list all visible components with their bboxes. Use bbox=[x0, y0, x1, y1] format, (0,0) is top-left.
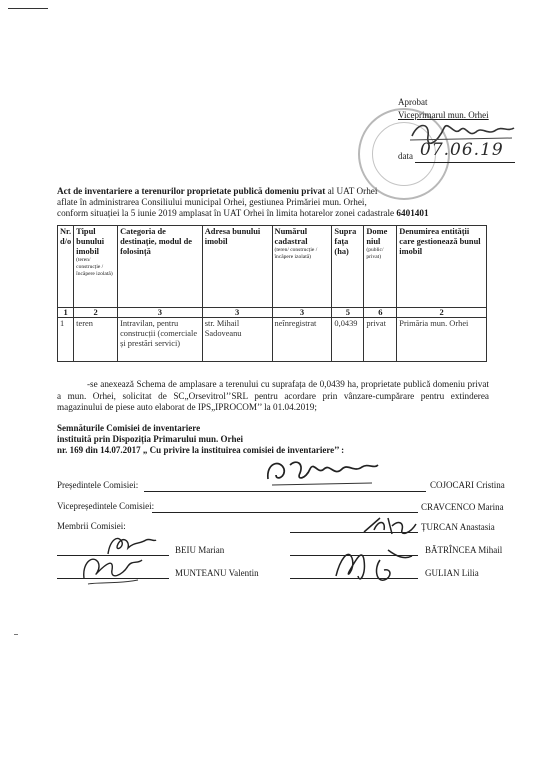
col-number: 2 bbox=[397, 308, 487, 318]
member-signature bbox=[360, 512, 420, 540]
col-number: 5 bbox=[332, 308, 364, 318]
col-number: 1 bbox=[58, 308, 74, 318]
commission-heading-1: Semnăturile Comisiei de inventariere bbox=[57, 423, 201, 433]
members-label: Membrii Comisiei: bbox=[57, 521, 126, 531]
date-label: data bbox=[398, 151, 413, 161]
cell-domain: privat bbox=[364, 318, 397, 362]
member-name: MUNTEANU Valentin bbox=[175, 568, 259, 578]
approval-date: 07.06.19 bbox=[420, 140, 504, 160]
header-area: Supra fața (ha) bbox=[332, 226, 364, 308]
member-signature bbox=[330, 540, 420, 590]
member-name: GULIAN Lilia bbox=[425, 568, 479, 578]
margin-mark bbox=[14, 634, 18, 635]
header-nr: Nr. d/o bbox=[58, 226, 74, 308]
commission-heading-3: nr. 169 din 14.07.2017 „ Cu privire la instituirea comisiei de inventariere’’ : bbox=[57, 445, 345, 455]
cell-entity: Primăria mun. Orhei bbox=[397, 318, 487, 362]
cell-category: Intravilan, pentru construcții (comerciale și prestări servici) bbox=[118, 318, 203, 362]
title-line-3: conform situației la 5 iunie 2019 amplasat în UAT Orhei în limita hotarelor zonei cadastrale bbox=[57, 208, 395, 219]
cell-cadastral: neînregistrat bbox=[272, 318, 332, 362]
vice-name: CRAVCENCO Marina bbox=[421, 502, 504, 512]
top-rule bbox=[8, 8, 48, 9]
header-cadastral: Numărul cadastral (teren/ construcție /încăpere izolată) bbox=[272, 226, 332, 308]
header-category: Categoria de destinație, modul de folosință bbox=[118, 226, 203, 308]
vice-label: Vicepreședintele Comisiei: bbox=[57, 501, 155, 511]
approval-label: Aprobat bbox=[398, 97, 428, 107]
title-rest: al UAT Orhei bbox=[325, 186, 378, 196]
cadastral-zone: 6401401 bbox=[396, 208, 429, 219]
document-title bbox=[57, 186, 487, 220]
president-label: Președintele Comisiei: bbox=[57, 480, 139, 490]
commission-heading bbox=[57, 423, 344, 456]
annex-note: -se anexează Schema de amplasare a terenului cu suprafața de 0,0439 ha, proprietate publică domeniu privat a mun. Orhei, solicitat de SC„Orsevitrol’’SRL pentru acordare prin vânzare-cumpărare pentru extinderea magazinului de piese auto elaborat de IPS„IPROCOM’’ la 01.04.2019; bbox=[57, 379, 489, 412]
col-number: 6 bbox=[364, 308, 397, 318]
table-row bbox=[58, 318, 487, 362]
col-number: 3 bbox=[272, 308, 332, 318]
member-name: BĂTRÎNCEA Mihail bbox=[425, 545, 503, 555]
president-signature-line bbox=[144, 491, 426, 492]
header-entity: Denumirea entității care gestionează bunul imobil bbox=[397, 226, 487, 308]
cell-nr: 1 bbox=[58, 318, 74, 362]
col-number: 3 bbox=[118, 308, 203, 318]
inventory-table bbox=[57, 225, 487, 362]
cell-address: str. Mihail Sadoveanu bbox=[202, 318, 272, 362]
member-name: BEIU Marian bbox=[175, 545, 225, 555]
president-signature bbox=[262, 455, 382, 489]
table-number-row bbox=[58, 308, 487, 318]
header-type: Tipul bunului imobil (teren/ construcție /încăpere izolată) bbox=[74, 226, 118, 308]
title-bold: Act de inventariere a terenurilor proprietate publică domeniu privat bbox=[57, 186, 326, 196]
header-domain: Dome niul (public/ privat) bbox=[364, 226, 397, 308]
table-header-row bbox=[58, 226, 487, 308]
member-signature bbox=[78, 548, 148, 588]
commission-heading-2: instituită prin Dispoziția Primarului mun. Orhei bbox=[57, 434, 244, 444]
col-number: 3 bbox=[202, 308, 272, 318]
header-address: Adresa bunului imobil bbox=[202, 226, 272, 308]
president-name: COJOCARI Cristina bbox=[430, 480, 505, 490]
member-name: ȚURCAN Anastasia bbox=[421, 522, 495, 532]
title-line-2: aflate în administrarea Consiliului municipal Orhei, gestiunea Primăriei mun. Orhei, bbox=[57, 197, 367, 208]
date-underline bbox=[415, 162, 515, 163]
cell-type: teren bbox=[74, 318, 118, 362]
cell-area: 0,0439 bbox=[332, 318, 364, 362]
approval-role: Viceprimarul mun. Orhei bbox=[398, 110, 489, 120]
col-number: 2 bbox=[74, 308, 118, 318]
